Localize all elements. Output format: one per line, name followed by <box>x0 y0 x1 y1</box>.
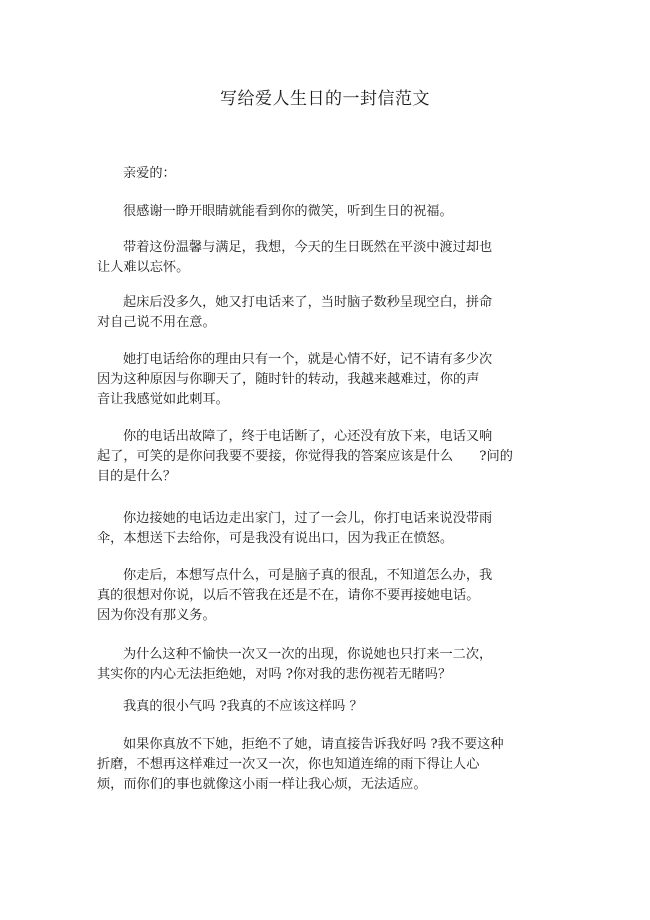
paragraph-8 <box>97 645 557 685</box>
paragraph-2 <box>97 238 557 278</box>
paragraph-line: 起了，可笑的是你问我要不要接，你觉得我的答案应该是什么 ?问的 <box>97 449 513 464</box>
paragraph-5 <box>97 427 557 487</box>
paragraph-line: 你的电话出故障了，终于电话断了，心还没有放下来，电话又响 <box>123 429 493 444</box>
paragraph-line: 很感谢一睁开眼睛就能看到你的微笑，听到生日的祝福。 <box>123 204 453 219</box>
paragraph-line: 为什么这种不愉快一次又一次的出现，你说她也只打来一二次， <box>123 647 493 662</box>
paragraph-6 <box>97 509 557 549</box>
paragraph-line: 伞，本想送下去给你，可是我没有说出口，因为我正在愤怒。 <box>97 531 454 546</box>
paragraph-line: 你边接她的电话边走出家门，过了一会儿，你打电话来说没带雨 <box>123 511 493 526</box>
paragraph-10 <box>97 735 557 795</box>
paragraph-3 <box>97 293 557 333</box>
paragraph-line: 带着这份温馨与满足，我想，今天的生日既然在平淡中渡过却也 <box>123 240 493 255</box>
paragraph-line: 我真的很小气吗 ?我真的不应该这样吗 ？ <box>123 699 363 714</box>
paragraph-1 <box>97 202 557 222</box>
paragraph-line: 折磨，不想再这样难过一次又一次，你也知道连绵的雨下得让人心 <box>97 757 480 772</box>
greeting <box>97 164 557 184</box>
paragraph-line: 真的很想对你说，以后不管我在还是不在，请你不要再接她电话。 <box>97 588 480 603</box>
paragraph-line: 因为你没有那义务。 <box>97 608 216 623</box>
paragraph-9 <box>97 697 557 717</box>
paragraph-line: 起床后没多久，她又打电话来了，当时脑子数秒呈现空白，拼命 <box>123 295 493 310</box>
paragraph-line: 她打电话给你的理由只有一个，就是心情不好，记不请有多少次 <box>123 352 493 367</box>
paragraph-line: 对自己说不用在意。 <box>97 315 216 330</box>
paragraph-line: 目的是什么？ <box>97 469 177 484</box>
document-title: 写给爱人生日的一封信范文 <box>220 89 430 109</box>
paragraph-line: 你走后，本想写点什么，可是脑子真的很乱，不知道怎么办，我 <box>123 568 493 583</box>
paragraph-line: 因为这种原因与你聊天了，随时针的转动，我越来越难过，你的声 <box>97 372 480 387</box>
paragraph-line: 让人难以忘怀。 <box>97 260 190 275</box>
greeting-line: 亲爱的： <box>123 166 176 181</box>
paragraph-line: 其实你的内心无法拒绝她，对吗 ?你对我的悲伤视若无睹吗？ <box>97 667 452 682</box>
paragraph-line: 音让我感觉如此刺耳。 <box>97 392 229 407</box>
paragraph-4 <box>97 350 557 410</box>
paragraph-line: 如果你真放不下她，拒绝不了她，请直接告诉我好吗 ?我不要这种 <box>123 737 504 752</box>
paragraph-line: 烦，而你们的事也就像这小雨一样让我心烦，无法适应。 <box>97 777 427 792</box>
paragraph-7 <box>97 566 557 626</box>
